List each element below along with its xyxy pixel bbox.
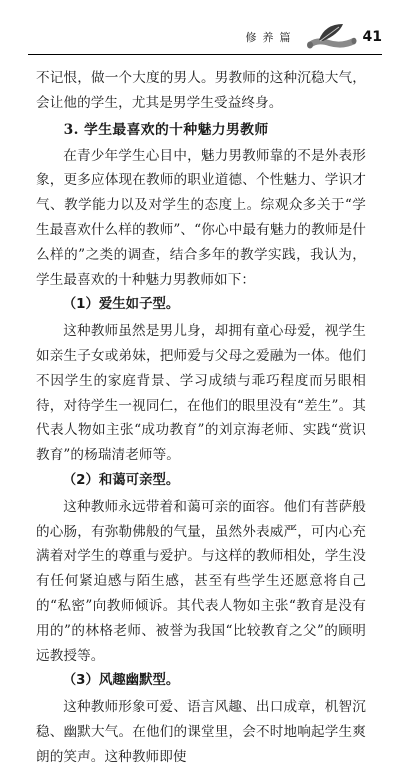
item-paragraph-1: 这种教师虽然是男儿身，却拥有童心母爱，视学生如亲生子女或弟妹，把师爱与父母之爱融为一体。他们不因学生的家庭背景、学习成绩与乖巧程度而另眼相待，对待学生一视同仁，在他们的眼里没有“差生”。其代表人物如主张“成功教育”的刘京海老师、实践“赏识教育”的杨瑞清老师等。 (36, 323, 366, 464)
header-rule (28, 54, 382, 55)
item-heading-3: （3）风趣幽默型。 (62, 673, 180, 689)
intro-paragraph: 在青少年学生心目中，魅力男教师靠的不是外表形象，更多应体现在教师的职业道德、个性魅力、学识才气、教学能力以及对学生的态度上。综观众多关于“学生最喜欢什么样的教师”、“你心中最有魅力的教师是什么样的”之类的调查，结合多年的教学实践，我认为，学生最喜欢的十种魅力男教师如下： (36, 147, 366, 288)
running-header (246, 22, 382, 52)
continuation-paragraph: 不记恨，做一个大度的男人。男教师的这种沉稳大气，会让他的学生，尤其是男学生受益终身。 (36, 70, 366, 111)
header-section-title: 修养篇 (245, 31, 297, 44)
item-heading-1: （1）爱生如子型。 (62, 297, 180, 313)
page-number: 41 (362, 29, 382, 45)
item-paragraph-2: 这种教师永远带着和蔼可亲的面容。他们有菩萨般的心肠，有弥勒佛般的气量，虽然外表威严，可内心充满着对学生的尊重与爱护。与这样的教师相处，学生没有任何紧迫感与陌生感，甚至有些学生还愿意将自己的“私密”向教师倾诉。其代表人物如主张“教育是没有用的”的林格老师、被誉为我国“比较教育之父”的顾明远教授等。 (36, 498, 366, 664)
item-paragraph-3: 这种教师形象可爱、语言风趣、出口成章，机智沉稳、幽默大气。在他们的课堂里，会不时地响起学生爽朗的笑声。这种教师即使 (36, 699, 366, 765)
item-heading-2: （2）和蔼可亲型。 (62, 472, 180, 488)
main-text (36, 66, 366, 770)
section-heading: 3. 学生最喜欢的十种魅力男教师 (63, 121, 269, 138)
pen-and-scroll-icon (299, 22, 361, 52)
